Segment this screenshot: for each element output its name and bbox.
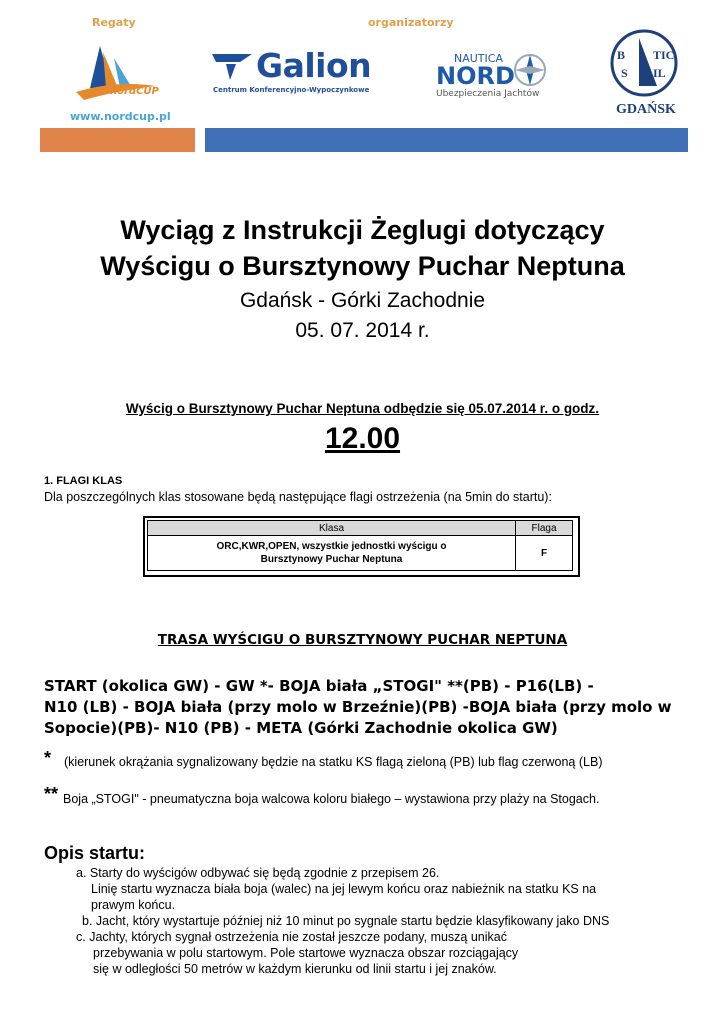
nautica-nord-logo — [436, 50, 556, 102]
class-cell-line1: ORC,KWR,OPEN, wszystkie jednostki wyścigu o — [216, 541, 447, 552]
announcement-text: Wyścig o Bursztynowy Puchar Neptuna odbędzie się 05.07.2014 r. o godz. — [125, 401, 600, 416]
nautica-subtitle: Ubezpieczenia Jachtów — [436, 89, 540, 99]
start-time: 12.00 — [324, 422, 401, 455]
route-line3: Sopocie)(PB)- N10 (PB) - META (Górki Zachodnie okolica GW) — [44, 719, 558, 737]
header-bar-orange — [40, 128, 195, 152]
start-item-c-line1: c. Jachty, których sygnał ostrzeżenia nie został jeszcze podany, muszą unikać — [76, 930, 507, 944]
website-link[interactable]: www.nordcup.pl — [70, 110, 171, 123]
baltic-sail-logo — [602, 28, 688, 120]
start-heading: Opis startu: — [44, 843, 146, 863]
baltic-b: B — [617, 48, 626, 62]
header-bar-blue — [205, 128, 688, 152]
sail-il: IL — [653, 66, 666, 80]
flags-heading: 1. FLAGI KLAS — [44, 475, 123, 487]
flags-intro: Dla poszczególnych klas stosowane będą następujące flagi ostrzeżenia (na 5min do startu): — [44, 490, 552, 504]
note2-text: Boja „STOGI" - pneumatyczna boja walcowa koloru białego – wystawiona przy plaży na Stogach. — [63, 792, 600, 806]
start-item-c-line2: przebywania w polu startowym. Pole startowe wyznacza obszar rozciągający — [93, 946, 519, 960]
baltic-city: GDAŃSK — [616, 102, 676, 117]
class-cell — [148, 536, 516, 571]
route-line2: N10 (LB) - BOJA biała (przy molo w Brzeźnie)(PB) -BOJA biała (przy molo w — [44, 698, 672, 716]
nordcup-text: nordCUP — [110, 86, 159, 97]
table-header-row — [148, 521, 573, 536]
organizers-label: organizatorzy — [368, 16, 454, 29]
col-flag-header: Flaga — [516, 521, 573, 536]
nautica-main: NORD — [436, 62, 515, 90]
route-heading: TRASA WYŚCIGU O BURSZTYNOWY PUCHAR NEPTUNA — [157, 632, 568, 648]
start-item-c-line3: się w odległości 50 metrów w każdym kierunku od linii startu i jej znaków. — [93, 962, 497, 976]
flag-cell: F — [516, 536, 573, 571]
start-item-a-line1: a. Starty do wyścigów odbywać się będą zgodnie z przepisem 26. — [76, 866, 440, 880]
title-line2: Wyścigu o Bursztynowy Puchar Neptuna — [100, 251, 625, 281]
nautica-top: NAUTICA — [454, 52, 503, 65]
galion-name: Galion — [256, 46, 372, 85]
table-row — [148, 536, 573, 571]
note2-mark: ** — [44, 784, 59, 804]
route-line1: START (okolica GW) - GW *- BOJA biała „STOGI" **(PB) - P16(LB) - — [44, 677, 594, 695]
baltic-tic: TIC — [653, 48, 675, 62]
col-class-header: Klasa — [148, 521, 516, 536]
class-cell-line2: Bursztynowy Puchar Neptuna — [260, 554, 403, 565]
note1-mark: * — [44, 748, 52, 768]
title-line1: Wyciąg z Instrukcji Żeglugi dotyczący — [120, 215, 605, 245]
event-date: 05. 07. 2014 r. — [295, 319, 430, 342]
galion-icon — [210, 52, 254, 82]
note1-text: (kierunek okrążania sygnalizowany będzie na statku KS flagą zieloną (PB) lub flag czerwoną (LB) — [64, 755, 603, 769]
flags-table-frame — [143, 516, 580, 577]
start-item-a-line3: prawym końcu. — [91, 898, 176, 912]
flags-table — [147, 520, 573, 571]
start-item-a-line2: Linię startu wyznacza biała boja (walec) na jej lewym końcu oraz nabieżnik na statku KS na — [91, 882, 597, 896]
regaty-label: Regaty — [92, 16, 136, 29]
event-place: Gdańsk - Górki Zachodnie — [239, 289, 486, 312]
compass-icon — [512, 52, 548, 88]
baltic-sail-emblem — [609, 28, 679, 98]
galion-logo — [210, 46, 375, 98]
start-item-b: b. Jacht, który wystartuje później niż 10 minut po sygnale startu będzie klasyfikowany jako DNS — [82, 914, 610, 928]
sail-s: S — [621, 66, 628, 80]
nordcup-logo — [70, 42, 160, 104]
galion-subtitle: Centrum Konferencyjno-Wypoczynkowe — [213, 86, 370, 94]
